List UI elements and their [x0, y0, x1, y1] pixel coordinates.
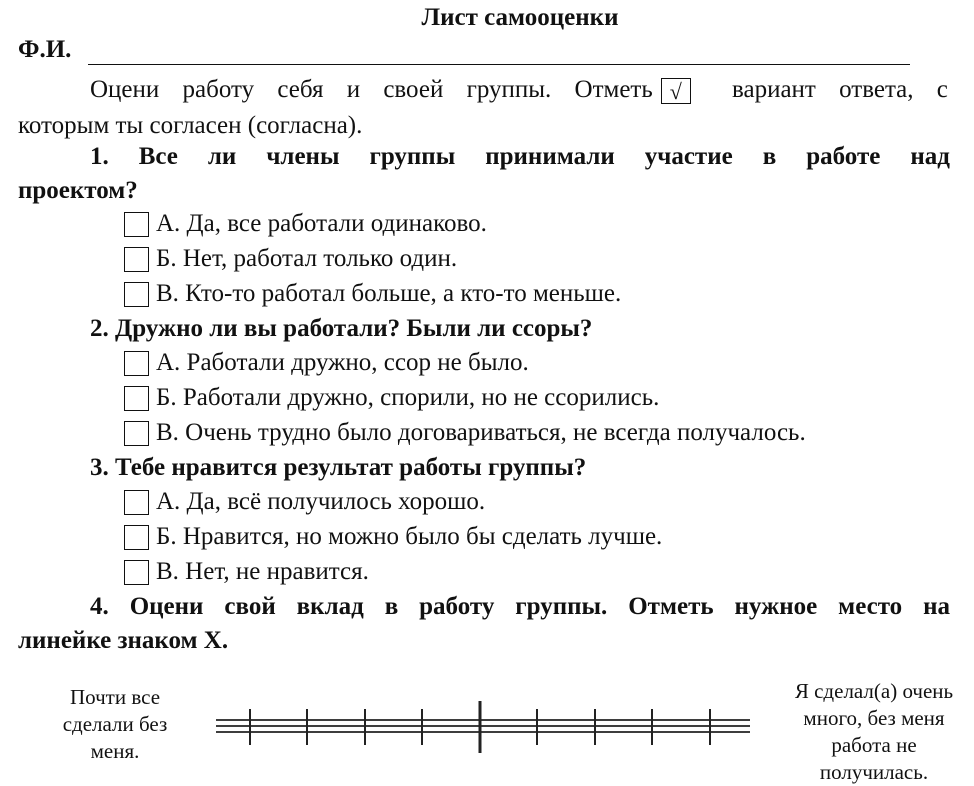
question-2: [18, 312, 950, 346]
scale-right-line: Я сделал(а) очень: [794, 679, 954, 703]
question-1-line-1: [18, 140, 950, 174]
page-title: Лист самооценки: [421, 4, 619, 31]
q-word: члены: [266, 143, 340, 170]
q1-option-c[interactable]: [124, 279, 621, 309]
q2-option-c[interactable]: [124, 418, 806, 448]
scale-left-label: [50, 684, 180, 765]
scale-right-line: много, без меня: [803, 706, 945, 730]
fio-line[interactable]: [88, 64, 910, 65]
intro-line-2: которым ты согласен (согласна).: [18, 112, 363, 139]
intro-line-1: [18, 72, 948, 108]
q-word: Все: [138, 143, 178, 170]
q-word: в: [384, 593, 399, 620]
q-word: на: [923, 593, 950, 620]
option-label: А. Работали дружно, ссор не было.: [156, 349, 529, 376]
option-label: Б. Работали дружно, спорили, но не ссорились.: [156, 384, 660, 411]
scale-left-line: меня.: [90, 739, 140, 763]
q3-option-b[interactable]: [124, 522, 662, 552]
q-word: в: [762, 143, 777, 170]
scale-right-label: [774, 678, 974, 786]
q-word: группы.: [515, 593, 608, 620]
question-4-line-2: линейке знаком Х.: [18, 627, 229, 654]
option-label: Б. Нравится, но можно было бы сделать лучше.: [156, 523, 663, 550]
question-4-line-1: [18, 590, 950, 624]
q2-option-a[interactable]: [124, 348, 529, 378]
q3-option-a[interactable]: [124, 487, 485, 517]
self-assessment-scale[interactable]: [210, 695, 755, 755]
intro-word: себя: [277, 76, 324, 103]
question-3: [18, 451, 950, 485]
q-word: место: [838, 593, 903, 620]
q-word: принимали: [485, 143, 615, 170]
q-word: вклад: [296, 593, 364, 620]
q-word: работу: [419, 593, 495, 620]
checkbox[interactable]: [124, 282, 149, 307]
intro-word: [575, 72, 709, 108]
scale-ticks: [250, 701, 710, 753]
q2-option-b[interactable]: [124, 383, 659, 413]
intro-word: своей: [383, 76, 444, 103]
scale-right-line: получилась.: [819, 760, 929, 784]
intro-word: Оцени: [90, 76, 160, 103]
q3-option-c[interactable]: [124, 557, 369, 587]
option-label: В. Очень трудно было договариваться, не всегда получалось.: [156, 419, 806, 446]
option-label: В. Кто-то работал больше, а кто-то меньше.: [156, 280, 622, 307]
checkbox[interactable]: [124, 247, 149, 272]
question-1-line-2: проектом?: [18, 177, 138, 204]
q-word: 4.: [90, 593, 109, 620]
q-word: Оцени: [129, 593, 204, 620]
option-label: А. Да, всё получилось хорошо.: [156, 488, 486, 515]
option-label: А. Да, все работали одинаково.: [156, 210, 487, 237]
checkbox[interactable]: [124, 525, 149, 550]
checkbox[interactable]: [124, 212, 149, 237]
q1-option-b[interactable]: [124, 244, 457, 274]
intro-word: группы.: [466, 76, 552, 103]
intro-word: Отметь: [574, 76, 653, 103]
option-label: Б. Нет, работал только один.: [156, 245, 458, 272]
checkbox[interactable]: [124, 351, 149, 376]
checkbox[interactable]: [124, 490, 149, 515]
q-word: 1.: [90, 143, 109, 170]
question-2-text: 2. Дружно ли вы работали? Были ли ссоры?: [90, 315, 593, 342]
q1-option-a[interactable]: [124, 209, 487, 239]
intro-paragraph: [18, 72, 948, 144]
checkbox[interactable]: [124, 386, 149, 411]
option-label: В. Нет, не нравится.: [156, 558, 369, 585]
checkbox[interactable]: [124, 560, 149, 585]
scale-left-line: Почти все: [69, 685, 161, 709]
question-4: [18, 590, 950, 658]
q-word: работе: [806, 143, 881, 170]
question-3-text: 3. Тебе нравится результат работы группы?: [90, 454, 587, 481]
intro-word: и: [346, 76, 361, 103]
check-mark-sample-icon: √: [661, 78, 691, 104]
intro-word: с: [936, 76, 948, 103]
q-word: участие: [644, 143, 733, 170]
q-word: свой: [224, 593, 276, 620]
q-word: Отметь: [628, 593, 714, 620]
fio-label: Ф.И.: [18, 36, 72, 63]
q-word: над: [910, 143, 950, 170]
intro-word: вариант: [732, 76, 816, 103]
scale-left-line: сделали без: [62, 712, 168, 736]
question-1: [18, 140, 950, 208]
q-word: группы: [369, 143, 456, 170]
q-word: нужное: [734, 593, 818, 620]
intro-word: работу: [182, 76, 255, 103]
q-word: ли: [207, 143, 237, 170]
intro-word: ответа,: [839, 76, 914, 103]
checkbox[interactable]: [124, 421, 149, 446]
scale-right-line: работа не: [831, 733, 917, 757]
